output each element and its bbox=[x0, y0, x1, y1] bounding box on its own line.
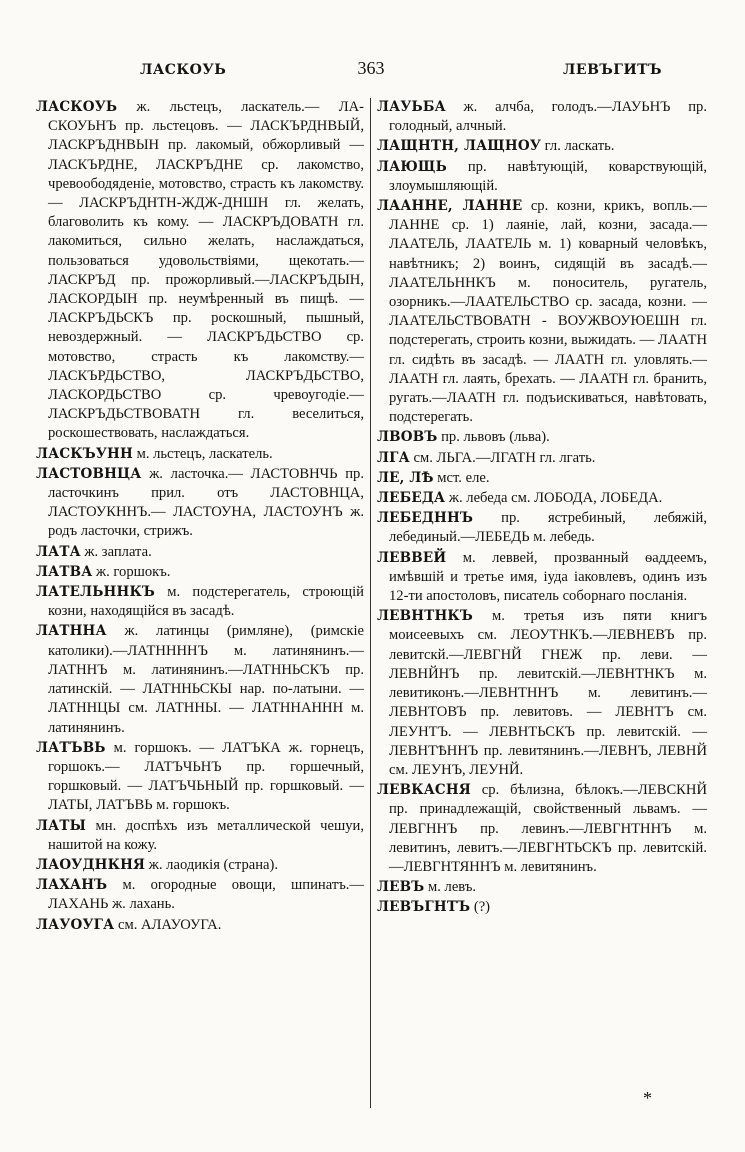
entry-definition: гл. ласкать. bbox=[541, 138, 615, 155]
left-running-head: ЛАСКОУЬ bbox=[140, 62, 227, 78]
entry-headword: ЛЕБЕДА bbox=[377, 490, 446, 507]
entry-headword: ЛАТЫ bbox=[36, 817, 87, 834]
entry-headword: ЛААННЕ, ЛАННЕ bbox=[377, 198, 523, 215]
entry-headword: ЛЕВЪГНТЪ bbox=[377, 899, 471, 916]
entry-definition: пр. ястребиный, лебяжій, лебединый.—ЛЕБЕДЬ м. лебедь. bbox=[389, 510, 707, 546]
entry-headword: ЛГА bbox=[377, 449, 410, 466]
dictionary-entry bbox=[377, 509, 707, 547]
left-column bbox=[36, 98, 364, 936]
dictionary-entry bbox=[36, 445, 364, 464]
entry-headword: ЛАТВА bbox=[36, 563, 93, 580]
entry-definition: м. льстецъ, ласкатель. bbox=[132, 445, 273, 462]
dictionary-entry bbox=[377, 489, 707, 508]
entry-headword: ЛАТЪВЬ bbox=[36, 739, 106, 756]
dictionary-entry bbox=[377, 158, 707, 196]
entry-definition: ж. латинцы (римляне), (римскіе католики).—ЛАТННННЪ м. латинянинъ.—ЛАТННЪ м. латинянинъ.—ЛАТННЬСКЪ пр. латинскій. — ЛАТННЬСКЫ нар. по-латыни. — ЛАТННЦЫ см. ЛАТННЫ. — ЛАТННАННН м. латинянинъ. bbox=[48, 623, 364, 736]
entry-definition: пр. навѣтующій, коварствующій, злоумышляющій. bbox=[389, 158, 707, 194]
footer-asterisk: * bbox=[643, 1088, 652, 1108]
dictionary-entry bbox=[36, 622, 364, 737]
dictionary-entry bbox=[36, 876, 364, 914]
right-column bbox=[377, 98, 707, 919]
entry-definition: ж. алчба, голодъ.—ЛАУЬНЪ пр. голодный, алчный. bbox=[389, 99, 707, 135]
dictionary-entry bbox=[36, 465, 364, 542]
entry-definition: ср. бѣлизна, бѣлокъ.—ЛЕВСКНЙ пр. принадлежащій, свойственный львамъ. — ЛЕВГННЪ пр. левинъ.—ЛЕВГНТННЪ м. левитинъ, левитъ.—ЛЕВГНТЬСКЪ пр. левитскій.—ЛЕВГНТЯННЪ м. левитянинъ. bbox=[389, 782, 707, 875]
entry-headword: ЛЕБЕДННЪ bbox=[377, 510, 474, 527]
entry-headword: ЛАСКОУЬ bbox=[36, 99, 118, 115]
entry-headword: ЛВОВЪ bbox=[377, 429, 438, 446]
dictionary-entry bbox=[377, 137, 707, 156]
dictionary-entry bbox=[36, 543, 364, 562]
dictionary-entry bbox=[377, 878, 707, 897]
dictionary-entry bbox=[36, 563, 364, 582]
dictionary-entry bbox=[377, 197, 707, 427]
entry-definition: ж. ласточка.— ЛАСТОВНЧЬ пр. ласточкинъ прил. отъ ЛАСТОВНЦА, ЛАСТОУКННЪ.— ЛАСТОУНА, ЛАСТОУНЪ ж. родъ ласточки, стрижъ. bbox=[48, 465, 364, 540]
entry-headword: ЛЕВВЕЙ bbox=[377, 549, 447, 566]
entry-definition: см. ЛЬГА.—ЛГАТН гл. лгать. bbox=[409, 449, 596, 466]
dictionary-entry bbox=[377, 607, 707, 780]
entry-headword: ЛАЮЩЬ bbox=[377, 158, 447, 175]
entry-headword: ЛАСТОВНЦА bbox=[36, 465, 142, 482]
entry-definition: м. горшокъ. — ЛАТЪКА ж. горнецъ, горшокъ.— ЛАТЪЧЬНЪ пр. горшечный, горшковый. — ЛАТЪЧЬНЫЙ пр. горшковый. — ЛАТЫ, ЛАТЪВЬ м. горшокъ. bbox=[48, 739, 364, 814]
entry-headword: ЛАТЕЛЬННКЪ bbox=[36, 584, 156, 601]
dictionary-entry bbox=[36, 817, 364, 855]
entry-headword: ЛЕ, ЛѢ bbox=[377, 469, 434, 486]
entry-definition: (?) bbox=[470, 899, 491, 916]
dictionary-entry bbox=[377, 98, 707, 136]
entry-definition: м. подстерегатель, строющій козни, находящійся въ засадѣ. bbox=[48, 584, 364, 620]
entry-definition: м. огородные овощи, шпинатъ.—ЛАХАНЬ ж. лахань. bbox=[48, 877, 364, 913]
entry-definition: пр. львовъ (льва). bbox=[437, 429, 550, 446]
entry-definition: мст. еле. bbox=[433, 469, 490, 486]
page-header bbox=[36, 58, 706, 84]
dictionary-entry bbox=[36, 856, 364, 875]
entry-definition: ж. лаодикія (страна). bbox=[145, 856, 279, 873]
entry-headword: ЛЕВКАСНЯ bbox=[377, 782, 471, 799]
entry-definition: ср. козни, крикъ, вопль.—ЛАННЕ ср. 1) лаяніе, лай, козни, засада.—ЛААТЕЛЬ, ЛААТЕЛЬ м. 1) коварный человѣкъ, навѣтникъ; 2) воинъ, сидящій въ засадѣ.—ЛААТЕЛЬННКЪ м. поноситель, ругатель, озорникъ.—ЛААТЕЛЬСТВО ср. засада, козни. — ЛААТЕЛЬСТВОВАТН - ВОУЖВОУЮЕШН гл. подстерегать, строить козни, выжидать. — ЛААТН гл. сидѣть въ засадѣ. — ЛААТН гл. уловлять.—ЛААТН гл. лаять, брехать. — ЛААТН гл. бранить, ругать.—ЛААТН гл. подъискиваться, навѣтовать, подстерегать. bbox=[389, 198, 707, 426]
dictionary-entry bbox=[377, 428, 707, 447]
dictionary-entry bbox=[377, 549, 707, 607]
entry-definition: ж. заплата. bbox=[80, 543, 152, 560]
entry-headword: ЛАУЬБА bbox=[377, 99, 446, 115]
right-running-head: ЛЕВЪГИТЪ bbox=[563, 62, 662, 78]
entry-headword: ЛАХАНЪ bbox=[36, 877, 108, 894]
dictionary-entry bbox=[36, 739, 364, 816]
entry-headword: ЛЕВЪ bbox=[377, 879, 425, 896]
dictionary-entry bbox=[377, 449, 707, 468]
column-divider bbox=[370, 98, 371, 1108]
entry-headword: ЛАТННА bbox=[36, 623, 107, 640]
entry-headword: ЛАЩНТН, ЛАЩНОУ bbox=[377, 138, 542, 155]
entry-definition: мн. доспѣхъ изъ металлической чешуи, нашитой на кожу. bbox=[48, 817, 364, 853]
dictionary-entry bbox=[377, 469, 707, 488]
dictionary-entry bbox=[377, 898, 707, 917]
entry-headword: ЛАУОУГА bbox=[36, 916, 115, 933]
dictionary-entry bbox=[36, 583, 364, 621]
entry-headword: ЛАТА bbox=[36, 543, 81, 560]
entry-headword: ЛЕВНТНКЪ bbox=[377, 608, 473, 625]
entry-definition: ж. горшокъ. bbox=[92, 563, 171, 580]
entry-headword: ЛАСКЪУНН bbox=[36, 445, 133, 462]
dictionary-entry bbox=[36, 98, 364, 444]
entry-definition: м. третья изъ пяти книгъ моисеевыхъ см. ЛЕОУТНКЪ.—ЛЕВНЕВЪ пр. левитскй.—ЛЕВГНЙ ГНЕЖ пр. леви. —ЛЕВНЙНЪ пр. левитскій.—ЛЕВНТНКЪ м. левитиконъ.—ЛЕВНТННЪ м. левитинъ.—ЛЕВНТОВЪ пр. левитовъ. — ЛЕВНТЪ см. ЛЕУНТЪ. — ЛЕВНТЬСКЪ пр. левитскій. — ЛЕВНТѢННЪ пр. левитянинъ.—ЛЕВНЪ, ЛЕВНЙ см. ЛЕУНЪ, ЛЕУНЙ. bbox=[389, 608, 707, 778]
entry-definition: ж. лебеда см. ЛОБОДА, ЛОБЕДА. bbox=[445, 490, 663, 507]
entry-definition: м. леввей, прозванный ѳаддеемъ, имѣвшій и третье имя, іуда іаковлевъ, одинъ изъ 12-ти апостоловъ, писатель соборнаго посланія. bbox=[389, 549, 707, 605]
page-number: 363 bbox=[357, 58, 385, 78]
entry-definition: м. левъ. bbox=[424, 879, 477, 896]
entry-headword: ЛАОУДНКНЯ bbox=[36, 856, 146, 873]
entry-definition: см. АЛАУОУГА. bbox=[114, 916, 222, 933]
dictionary-entry bbox=[36, 916, 364, 935]
dictionary-entry bbox=[377, 781, 707, 877]
entry-definition: ж. льстецъ, ласкатель.— ЛА-СКОУЬНЪ пр. льстецовъ. — ЛАСКЪРДНВЫЙ, ЛАСКРЪДНВЫН пр. лакомый, обжорливый — ЛАСКЪРДНЕ, ЛАСКРЪДНЕ ср. лакомство, чревоободяденіе, мотовство, страсть къ лакомству. — ЛАСКРЪДНТН-ЖДЖ-ДНШН гл. желать, благоволить къ кому. — ЛАСКРЪДОВАТН гл. лакомиться, сильно желать, наслаждаться, пользоваться удовольствіями, щекотать.— ЛАСКРЪД пр. прожорливый.—ЛАСКРЪДЫН, ЛАСКОРДЫН пр. неумѣренный въ пищѣ. — ЛАСКРЪДЬСКЪ пр. роскошный, пышный, невоздержный. — ЛАСКРЪДЬСТВО ср. мотовство, страсть къ лакомству.—ЛАСКЪРДЬСТВО, ЛАСКРЪДЬСТВО, ЛАСКОРДЬСТВО ср. чревоугодіе.— ЛАСКРЪДЬСТВОВАТН гл. веселиться, роскошествовать, наслаждаться. bbox=[48, 99, 364, 442]
